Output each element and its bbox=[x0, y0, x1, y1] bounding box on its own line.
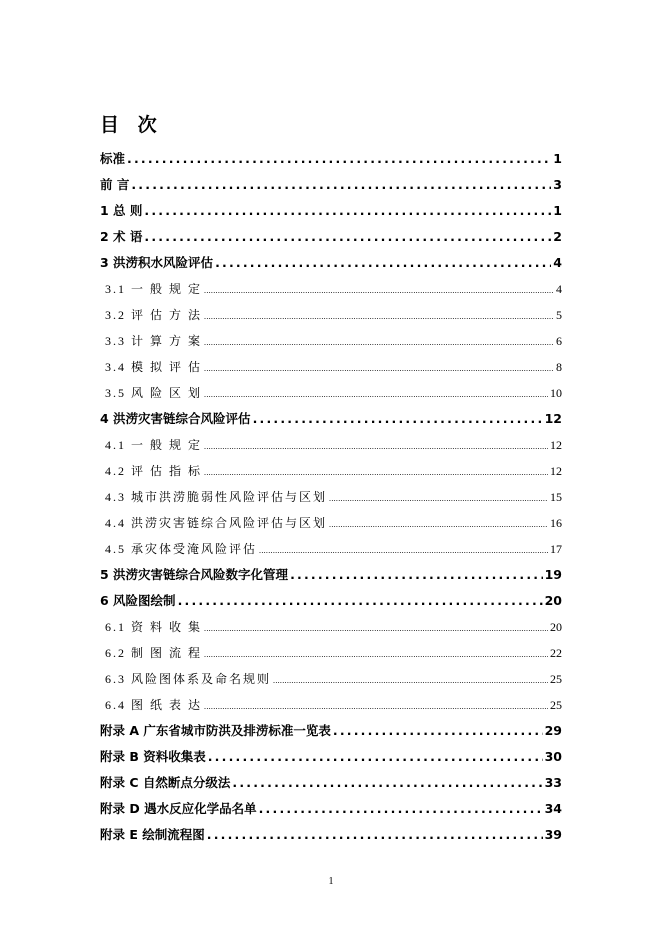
toc-entry-label: 4 洪涝灾害链综合风险评估 bbox=[100, 411, 251, 426]
toc-entry-label: 2 术 语 bbox=[100, 229, 143, 244]
toc-entry[interactable] bbox=[100, 640, 562, 666]
toc-entry-label: 6.1 资 料 收 集 bbox=[105, 620, 203, 634]
toc-entry-label: 附录 A 广东省城市防洪及排涝标准一览表 bbox=[100, 723, 331, 738]
toc-entry-page: 3 bbox=[553, 177, 562, 192]
toc-dot-leader bbox=[204, 642, 548, 666]
toc-dot-leader bbox=[204, 382, 548, 406]
toc-entry-page: 17 bbox=[550, 542, 562, 556]
toc-entry[interactable] bbox=[100, 198, 562, 224]
toc-entry-label: 5 洪涝灾害链综合风险数字化管理 bbox=[100, 567, 289, 582]
toc-entry[interactable] bbox=[100, 744, 562, 770]
toc-entry-label: 6.2 制 图 流 程 bbox=[105, 646, 203, 660]
toc-dot-leader bbox=[204, 616, 548, 640]
toc-dot-leader bbox=[329, 512, 548, 536]
toc-entry-page: 39 bbox=[544, 827, 562, 842]
toc-dot-leader bbox=[204, 330, 554, 354]
toc-dot-leader bbox=[208, 744, 543, 770]
toc-entry-label: 3.4 模 拟 评 估 bbox=[105, 360, 203, 374]
toc-entry[interactable] bbox=[100, 172, 562, 198]
toc-entry-label: 6.4 图 纸 表 达 bbox=[105, 698, 203, 712]
toc-entry[interactable] bbox=[100, 302, 562, 328]
toc-entry-label: 前 言 bbox=[100, 177, 130, 192]
toc-entry[interactable] bbox=[100, 458, 562, 484]
toc-dot-leader bbox=[144, 224, 551, 250]
toc-entry-page: 34 bbox=[544, 801, 562, 816]
toc-dot-leader bbox=[178, 588, 543, 614]
toc-entry[interactable] bbox=[100, 562, 562, 588]
toc-dot-leader bbox=[204, 460, 548, 484]
toc-dot-leader bbox=[232, 770, 542, 796]
toc-entry-page: 25 bbox=[550, 698, 562, 712]
toc-entry[interactable] bbox=[100, 146, 562, 172]
toc-entry-page: 19 bbox=[544, 567, 562, 582]
toc-entry-label: 4.3 城市洪涝脆弱性风险评估与区划 bbox=[105, 490, 328, 504]
toc-entry-label: 3 洪涝积水风险评估 bbox=[100, 255, 214, 270]
toc-dot-leader bbox=[273, 668, 548, 692]
toc-entry[interactable] bbox=[100, 250, 562, 276]
toc-entry-label: 6 风险图绘制 bbox=[100, 593, 176, 608]
toc-entry-page: 4 bbox=[556, 282, 562, 296]
toc-entry-page: 15 bbox=[550, 490, 562, 504]
toc-entry[interactable] bbox=[100, 588, 562, 614]
toc-entry[interactable] bbox=[100, 536, 562, 562]
toc-dot-leader bbox=[204, 304, 554, 328]
toc-dot-leader bbox=[259, 796, 543, 822]
toc-entry-page: 20 bbox=[544, 593, 562, 608]
toc-entry[interactable] bbox=[100, 614, 562, 640]
toc-entry-label: 附录 E 绘制流程图 bbox=[100, 827, 205, 842]
toc-entry[interactable] bbox=[100, 796, 562, 822]
toc-dot-leader bbox=[144, 198, 551, 224]
toc-dot-leader bbox=[207, 822, 543, 848]
toc-entry[interactable] bbox=[100, 328, 562, 354]
toc-entry[interactable] bbox=[100, 718, 562, 744]
toc-dot-leader bbox=[204, 356, 554, 380]
toc-dot-leader bbox=[259, 538, 548, 562]
toc-entry[interactable] bbox=[100, 354, 562, 380]
toc-entry-page: 1 bbox=[553, 151, 562, 166]
toc-entry-label: 1 总 则 bbox=[100, 203, 143, 218]
toc-entry[interactable] bbox=[100, 432, 562, 458]
toc-entry-page: 5 bbox=[556, 308, 562, 322]
toc-entry-page: 12 bbox=[550, 438, 562, 452]
toc-entry[interactable] bbox=[100, 276, 562, 302]
toc-entry-label: 4.1 一 般 规 定 bbox=[105, 438, 203, 452]
toc-entry-label: 3.3 计 算 方 案 bbox=[105, 334, 203, 348]
toc-entry-page: 2 bbox=[553, 229, 562, 244]
toc-entry-label: 标准 bbox=[100, 151, 126, 166]
toc-entry[interactable] bbox=[100, 510, 562, 536]
toc-entry[interactable] bbox=[100, 224, 562, 250]
toc-entry-page: 12 bbox=[550, 464, 562, 478]
toc-entry-label: 4.5 承灾体受淹风险评估 bbox=[105, 542, 258, 556]
toc-entry-page: 30 bbox=[544, 749, 562, 764]
toc-entry-label: 6.3 风险图体系及命名规则 bbox=[105, 672, 272, 686]
toc-entry-page: 29 bbox=[544, 723, 562, 738]
toc-dot-leader bbox=[127, 146, 551, 172]
toc-entry-page: 20 bbox=[550, 620, 562, 634]
toc-entry[interactable] bbox=[100, 822, 562, 848]
toc-dot-leader bbox=[204, 278, 554, 302]
toc-entry-page: 16 bbox=[550, 516, 562, 530]
toc-entry-page: 1 bbox=[553, 203, 562, 218]
toc-entry[interactable] bbox=[100, 692, 562, 718]
toc-entry-label: 3.1 一 般 规 定 bbox=[105, 282, 203, 296]
toc-entry-page: 12 bbox=[544, 411, 562, 426]
toc-entry[interactable] bbox=[100, 406, 562, 432]
toc-entry[interactable] bbox=[100, 380, 562, 406]
toc-entry-page: 4 bbox=[553, 255, 562, 270]
toc-entry-label: 3.2 评 估 方 法 bbox=[105, 308, 203, 322]
toc-entry-label: 附录 C 自然断点分级法 bbox=[100, 775, 231, 790]
toc-entry-label: 附录 B 资料收集表 bbox=[100, 749, 206, 764]
toc-entry-page: 25 bbox=[550, 672, 562, 686]
page-number: 1 bbox=[328, 876, 334, 887]
toc-entry-page: 22 bbox=[550, 646, 562, 660]
toc-entry-label: 4.4 洪涝灾害链综合风险评估与区划 bbox=[105, 516, 328, 530]
toc-dot-leader bbox=[131, 172, 551, 198]
toc-entry-page: 33 bbox=[544, 775, 562, 790]
toc-entry-page: 8 bbox=[556, 360, 562, 374]
toc-dot-leader bbox=[204, 434, 548, 458]
toc-dot-leader bbox=[204, 694, 548, 718]
toc-dot-leader bbox=[215, 250, 551, 276]
toc-entry-label: 4.2 评 估 指 标 bbox=[105, 464, 203, 478]
toc-title: 目 次 bbox=[100, 114, 163, 136]
toc-entry-label: 附录 D 遇水反应化学品名单 bbox=[100, 801, 257, 816]
toc-entry-page: 6 bbox=[556, 334, 562, 348]
toc-dot-leader bbox=[290, 562, 543, 588]
toc-dot-leader bbox=[333, 718, 543, 744]
toc-dot-leader bbox=[329, 486, 548, 510]
toc-entry[interactable] bbox=[100, 666, 562, 692]
toc-entry[interactable] bbox=[100, 484, 562, 510]
toc-entry[interactable] bbox=[100, 770, 562, 796]
table-of-contents bbox=[100, 146, 562, 848]
toc-dot-leader bbox=[253, 406, 543, 432]
toc-entry-label: 3.5 风 险 区 划 bbox=[105, 386, 203, 400]
toc-entry-page: 10 bbox=[550, 386, 562, 400]
